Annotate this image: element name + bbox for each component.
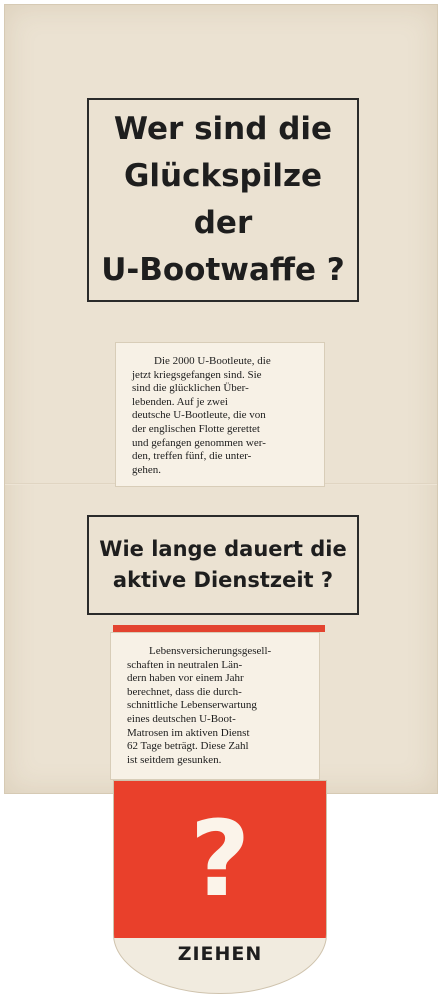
- headline-line: der: [193, 205, 253, 241]
- headline-line: Glückspilze: [123, 158, 323, 194]
- pull-tab-red-edge: [113, 625, 325, 632]
- body-line: 62 Tage beträgt. Diese Zahl: [127, 740, 249, 753]
- headline-box-service-time: [87, 515, 359, 615]
- body-line: berechnet, dass die durch-: [127, 685, 242, 698]
- headline-line: aktive Dienstzeit ?: [112, 568, 334, 592]
- body-line: gehen.: [132, 463, 162, 476]
- pull-tab[interactable]: [113, 780, 327, 994]
- body-line: deutsche U-Bootleute, die von: [132, 409, 266, 422]
- body-line: sind die glücklichen Über-: [132, 382, 249, 395]
- body-line: dern haben vor einem Jahr: [127, 672, 244, 685]
- pull-label: ZIEHEN: [177, 943, 263, 965]
- body-line: eines deutschen U-Boot-: [127, 712, 236, 725]
- body-line: jetzt kriegsgefangen sind. Sie: [132, 368, 262, 381]
- body-line: den, treffen fünf, die unter-: [132, 450, 252, 463]
- headline-line: Wer sind die: [113, 111, 333, 147]
- body-line: und gefangen genommen wer-: [132, 436, 266, 449]
- headline-box-lucky-ones: [87, 98, 359, 302]
- headline-lucky-ones: [101, 106, 345, 294]
- body-line: der englischen Flotte gerettet: [132, 422, 260, 435]
- body-line: schaften in neutralen Län-: [127, 658, 243, 671]
- headline-line: U-Bootwaffe ?: [101, 252, 345, 288]
- text-window-life-expectancy: [110, 632, 320, 780]
- text-window-prisoners: [115, 342, 325, 487]
- body-line: Matrosen im aktiven Dienst: [127, 726, 250, 739]
- question-mark-icon: ?: [189, 798, 251, 920]
- body-line: Die 2000 U-Bootleute, die: [154, 355, 271, 367]
- headline-service-time: [99, 534, 346, 596]
- body-line: ist seitdem gesunken.: [127, 753, 222, 766]
- body-line: Lebensversicherungsgesell-: [149, 645, 272, 657]
- body-line: lebenden. Auf je zwei: [132, 395, 228, 408]
- headline-line: Wie lange dauert die: [99, 537, 347, 561]
- pull-tab-red-panel: [114, 781, 326, 938]
- body-line: schnittliche Lebenserwartung: [127, 699, 257, 712]
